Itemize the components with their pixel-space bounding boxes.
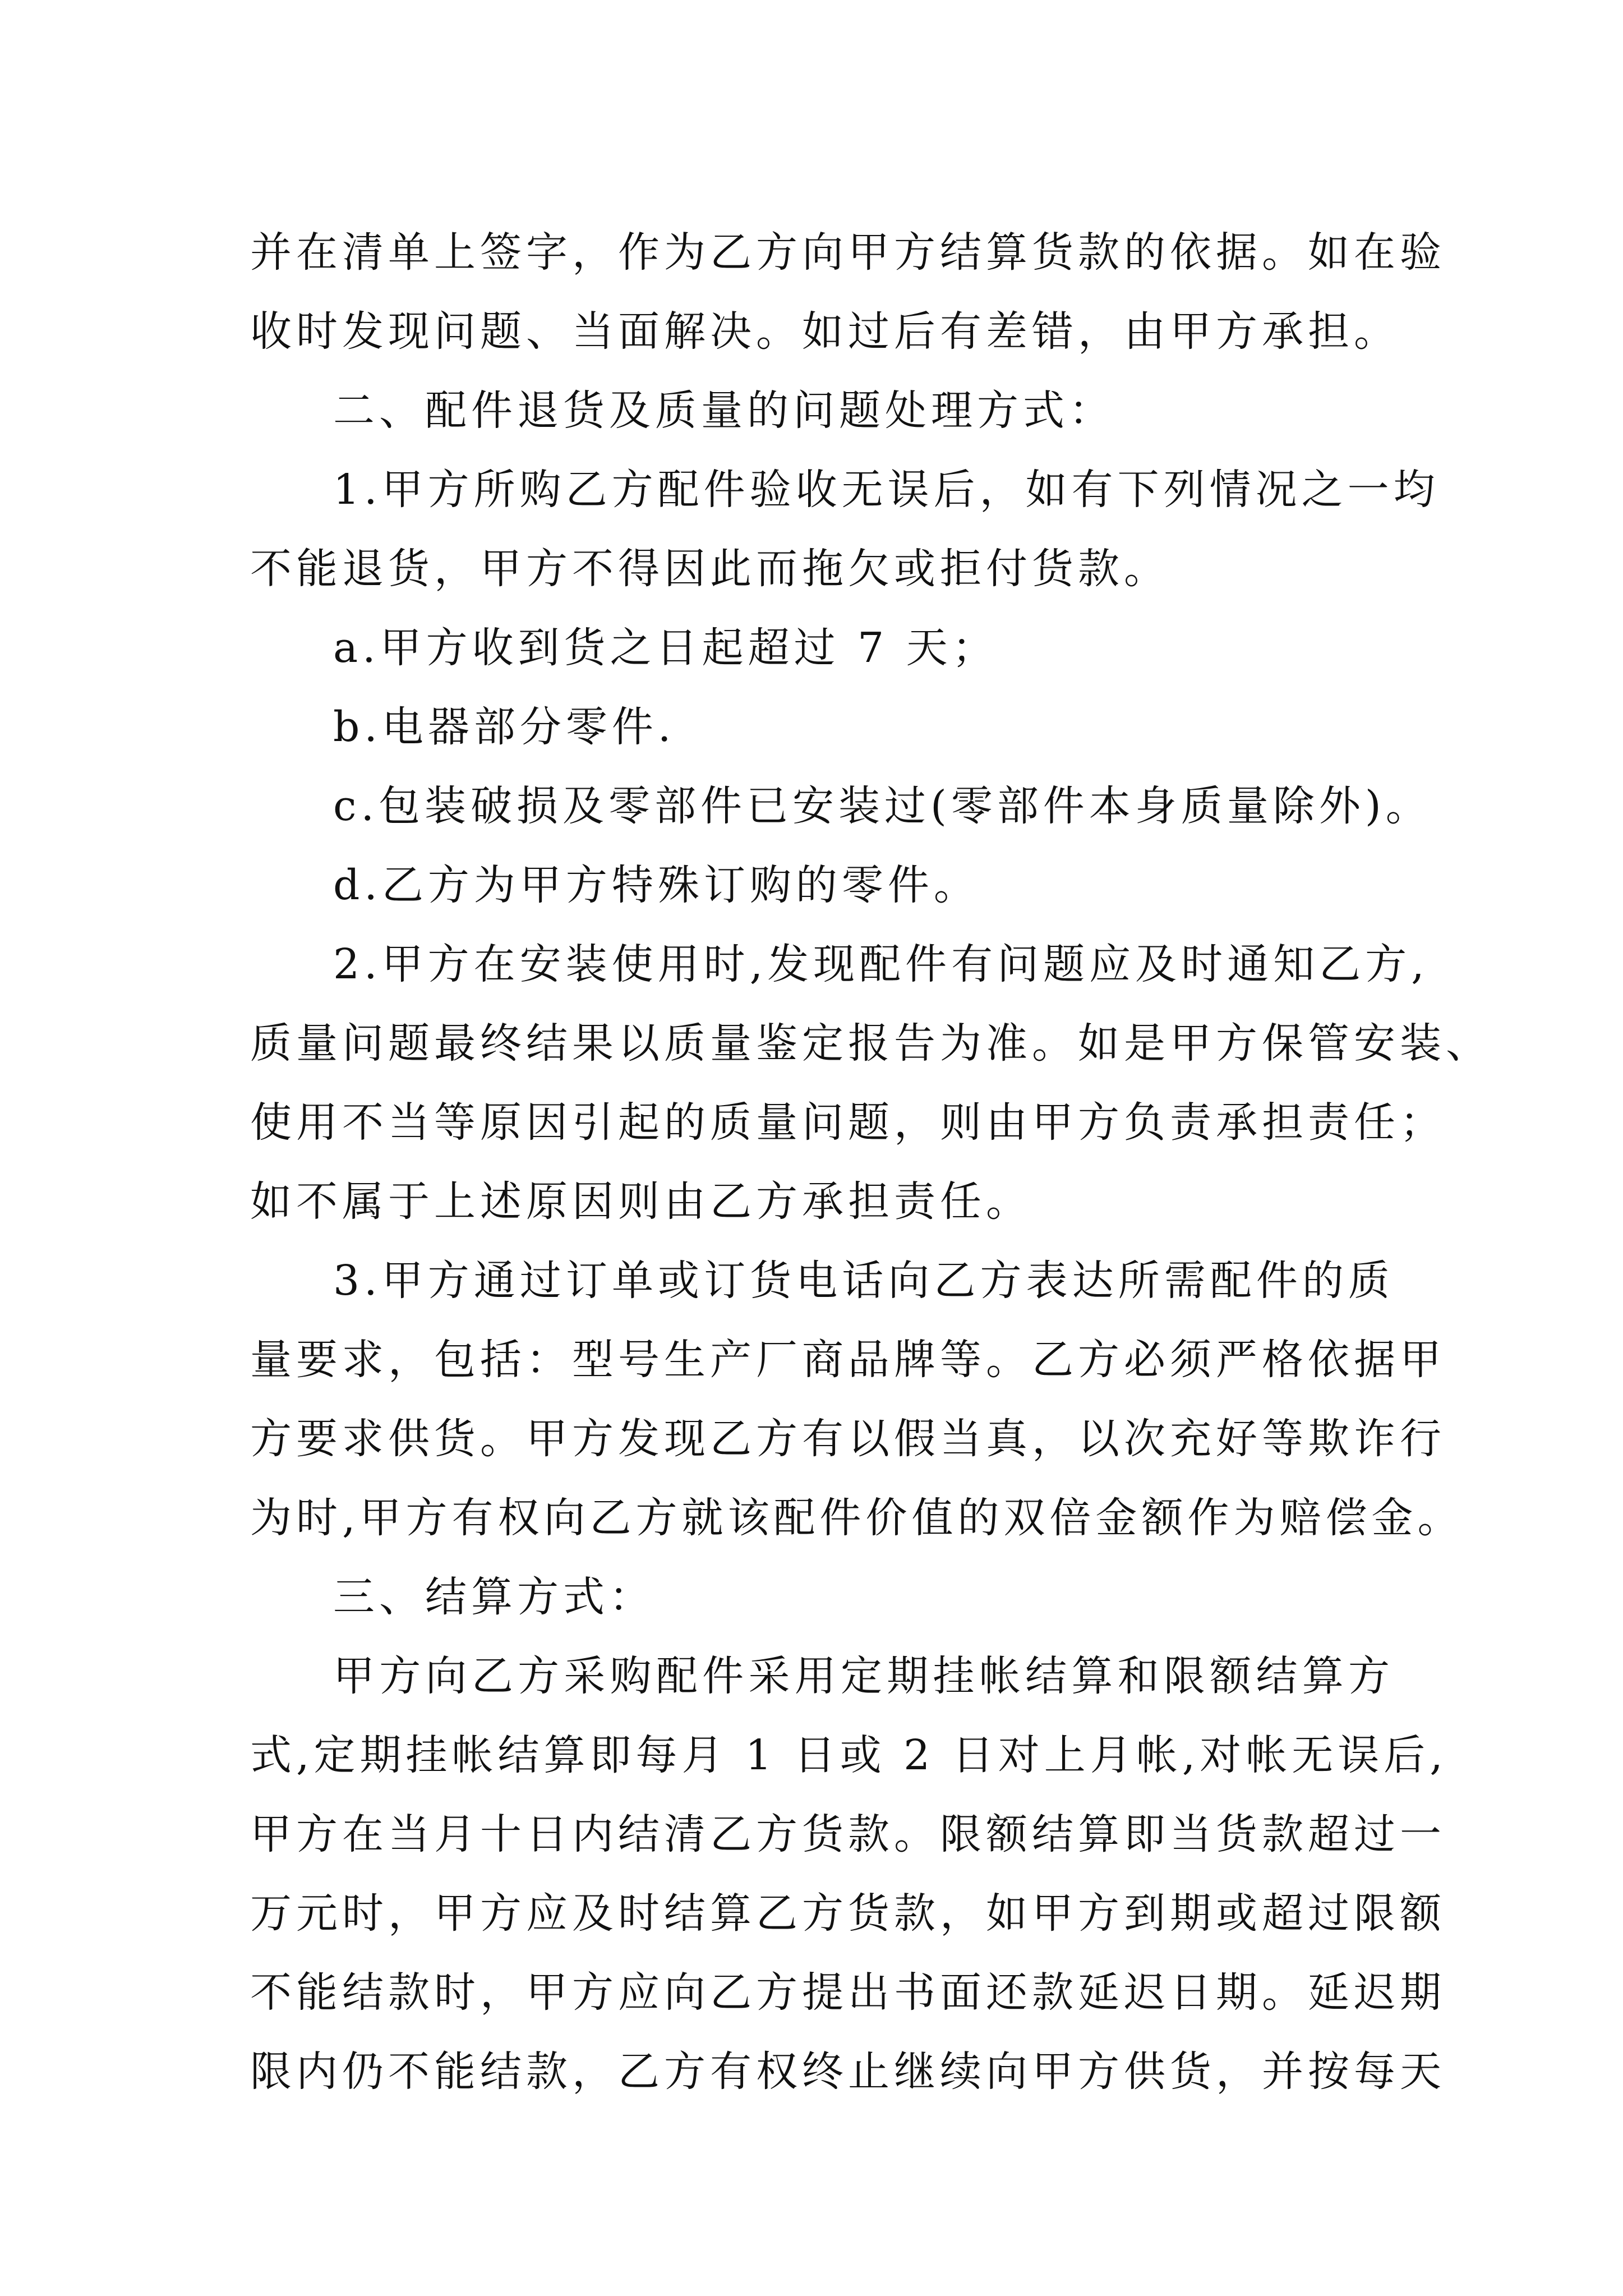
document-line: 方要求供货。甲方发现乙方有以假当真，以次充好等欺诈行 [250,1415,1446,1463]
document-line: 如不属于上述原因则由乙方承担责任。 [250,1177,1032,1226]
document-line: 二、配件退货及质量的问题处理方式： [333,386,1115,435]
document-line: 并在清单上签字，作为乙方向甲方结算货款的依据。如在验 [250,228,1446,277]
document-line: 限内仍不能结款，乙方有权终止继续向甲方供货，并按每天 [250,2047,1446,2096]
document-line: b.电器部分零件. [333,703,676,751]
document-line: 收时发现问题、当面解决。如过后有差错，由甲方承担。 [250,307,1400,356]
document-line: 甲方在当月十日内结清乙方货款。限额结算即当货款超过一 [250,1810,1446,1858]
document-line: 1.甲方所购乙方配件验收无误后，如有下列情况之一均 [333,466,1440,514]
document-line: c.包装破损及零部件已安装过(零部件本身质量除外)。 [333,782,1432,830]
document-line: 使用不当等原因引起的质量问题，则由甲方负责承担责任； [250,1098,1446,1147]
document-line: 万元时，甲方应及时结算乙方货款，如甲方到期或超过限额 [250,1889,1446,1938]
document-line: 式,定期挂帐结算即每月 1 日或 2 日对上月帐,对帐无误后, [250,1731,1447,1779]
document-line: 质量问题最终结果以质量鉴定报告为准。如是甲方保管安装、 [250,1019,1492,1068]
document-line: 2.甲方在安装使用时,发现配件有问题应及时通知乙方, [333,940,1429,988]
document-line: 不能结款时，甲方应向乙方提出书面还款延迟日期。延迟期 [250,1968,1446,2017]
document-line: d.乙方为甲方特殊订购的零件。 [333,861,980,909]
document-line: 量要求，包括：型号生产厂商品牌等。乙方必须严格依据甲 [250,1336,1446,1384]
document-line: 为时,甲方有权向乙方就该配件价值的双倍金额作为赔偿金。 [250,1494,1464,1542]
document-line: 不能退货，甲方不得因此而拖欠或拒付货款。 [250,545,1170,593]
document-body [250,213,1492,2111]
document-line: 3.甲方通过订单或订货电话向乙方表达所需配件的质 [333,1257,1394,1305]
document-line: 甲方向乙方采购配件采用定期挂帐结算和限额结算方 [333,1652,1394,1700]
document-line: a.甲方收到货之日起超过 7 天； [333,624,998,672]
document-line: 三、结算方式： [333,1573,655,1621]
